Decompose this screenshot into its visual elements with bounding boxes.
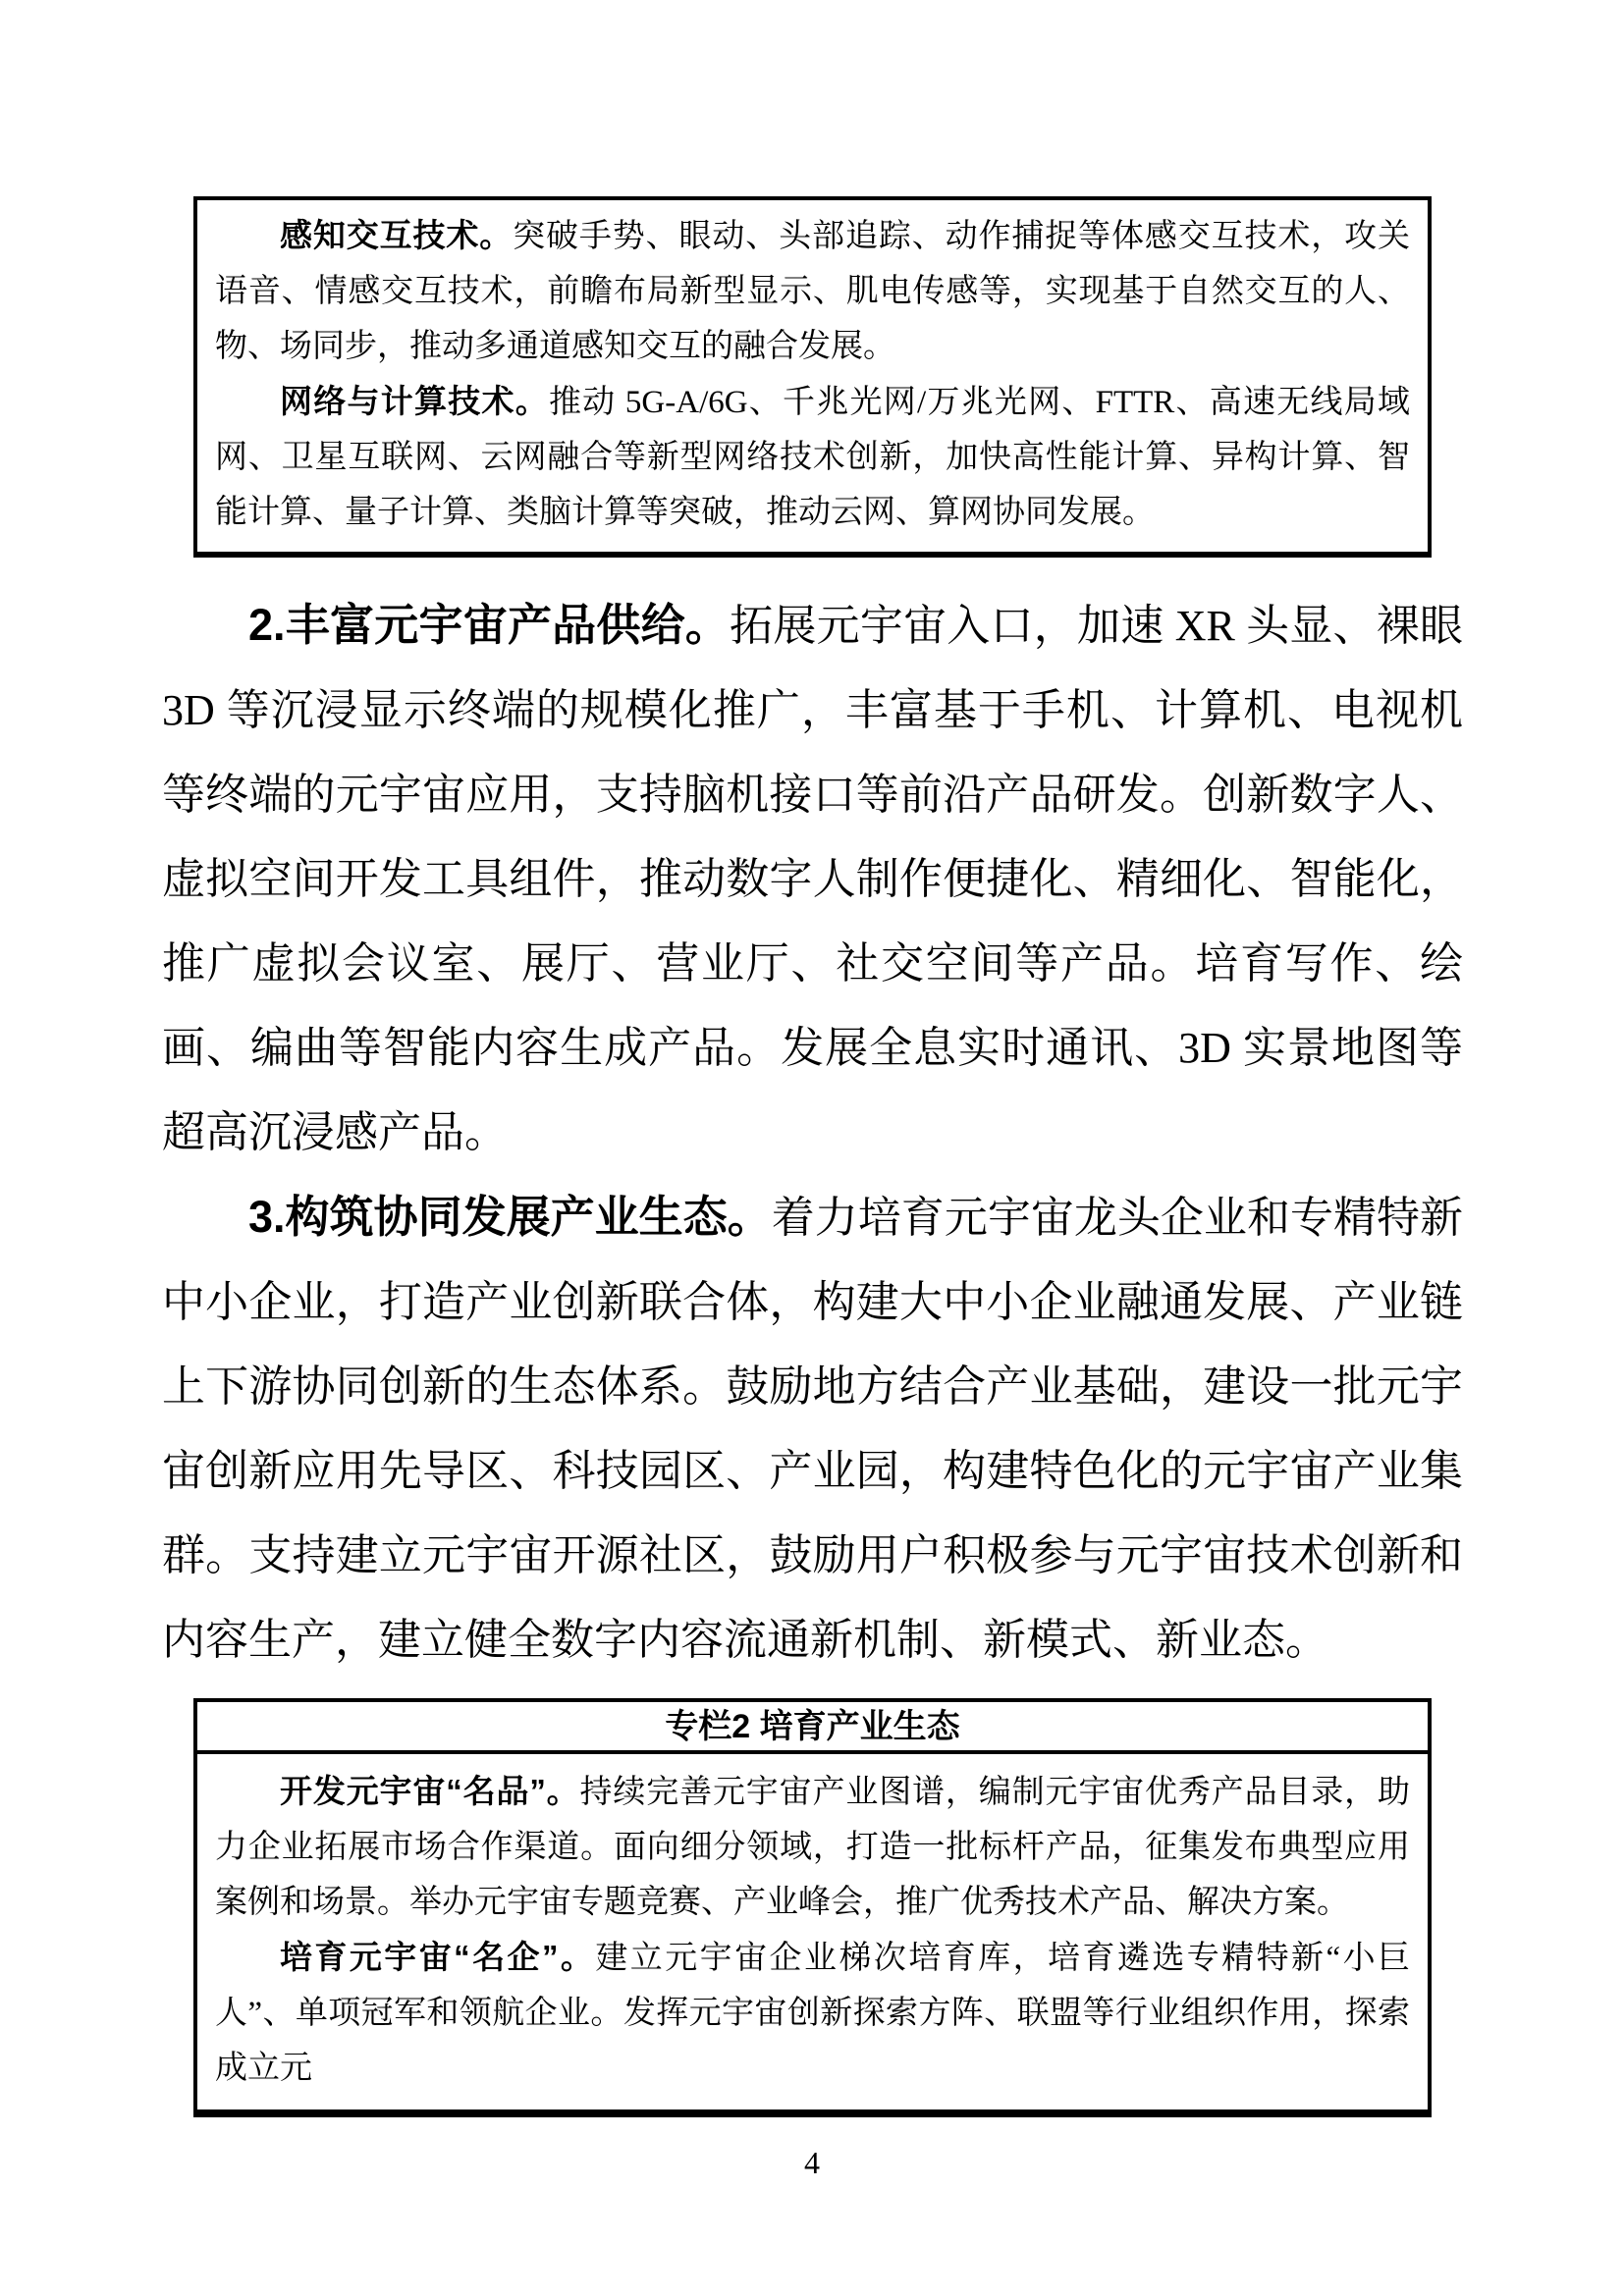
column-2-box-title: 专栏2 培育产业生态 <box>197 1702 1428 1754</box>
tech-box-paragraph <box>215 374 1410 540</box>
tech-box-paragraph-lead: 网络与计算技术。 <box>280 383 549 419</box>
column-2-box-content <box>197 1754 1428 2109</box>
body-paragraph-3-lead: 3.构筑协同发展产业生态。 <box>248 1192 772 1242</box>
column-box-paragraph-text: 建立元宇宙企业梯次培育库，培育遴选专精特新“小巨人”、单项冠军和领航企业。发挥元宇宙创新探索方阵、联盟等行业组织作用，探索成立元 <box>215 1941 1411 2086</box>
body-paragraph-2 <box>162 583 1463 1175</box>
column-box-paragraph <box>215 1764 1410 1930</box>
column-box-paragraph-lead: 开发元宇宙“名品”。 <box>280 1773 580 1809</box>
tech-box-paragraph-lead: 感知交互技术。 <box>280 217 514 253</box>
tech-box-paragraph <box>215 208 1410 374</box>
body-paragraph-2-lead: 2.丰富元宇宙产品供给。 <box>248 600 731 650</box>
body-paragraph-2-text: 拓展元宇宙入口，加速 XR 头显、裸眼 3D 等沉浸显示终端的规模化推广，丰富基于手机、计算机、电视机等终端的元宇宙应用，支持脑机接口等前沿产品研发。创新数字人、虚拟空间开发工具组件，推动数字人制作便捷化、精细化、智能化，推广虚拟会议室、展厅、营业厅、社交空间等产品。培育写作、绘画、编曲等智能内容生成产品。发展全息实时通讯、3D 实景地图等超高沉浸感产品。 <box>162 602 1464 1156</box>
column-2-box <box>193 1698 1432 2117</box>
body-paragraph-3 <box>162 1175 1463 1682</box>
body-paragraph-3-text: 着力培育元宇宙龙头企业和专精特新中小企业，打造产业创新联合体，构建大中小企业融通发展、产业链上下游协同创新的生态体系。鼓励地方结合产业基础，建设一批元宇宙创新应用先导区、科技园区、产业园，构建特色化的元宇宙产业集群。支持建立元宇宙开源社区，鼓励用户积极参与元宇宙技术创新和内容生产，建立健全数字内容流通新机制、新模式、新业态。 <box>162 1194 1464 1664</box>
tech-box-paragraph-text: 突破手势、眼动、头部追踪、动作捕捉等体感交互技术，攻关语音、情感交互技术，前瞻布局新型显示、肌电传感等，实现基于自然交互的人、物、场同步，推动多通道感知交互的融合发展。 <box>215 219 1411 364</box>
tech-callout-box <box>193 196 1432 558</box>
column-box-paragraph-text: 持续完善元宇宙产业图谱，编制元宇宙优秀产品目录，助力企业拓展市场合作渠道。面向细分领域，打造一批标杆产品，征集发布典型应用案例和场景。举办元宇宙专题竞赛、产业峰会，推广优秀技术产品、解决方案。 <box>215 1775 1411 1920</box>
body-text <box>162 583 1463 1682</box>
column-box-paragraph <box>215 1930 1410 2096</box>
column-box-paragraph-lead: 培育元宇宙“名企”。 <box>280 1939 596 1975</box>
tech-box-paragraph-text: 推动 5G-A/6G、千兆光网/万兆光网、FTTR、高速无线局域网、卫星互联网、云网融合等新型网络技术创新，加快高性能计算、异构计算、智能计算、量子计算、类脑计算等突破，推动云网、算网协同发展。 <box>215 385 1411 530</box>
page-number: 4 <box>804 2145 820 2180</box>
